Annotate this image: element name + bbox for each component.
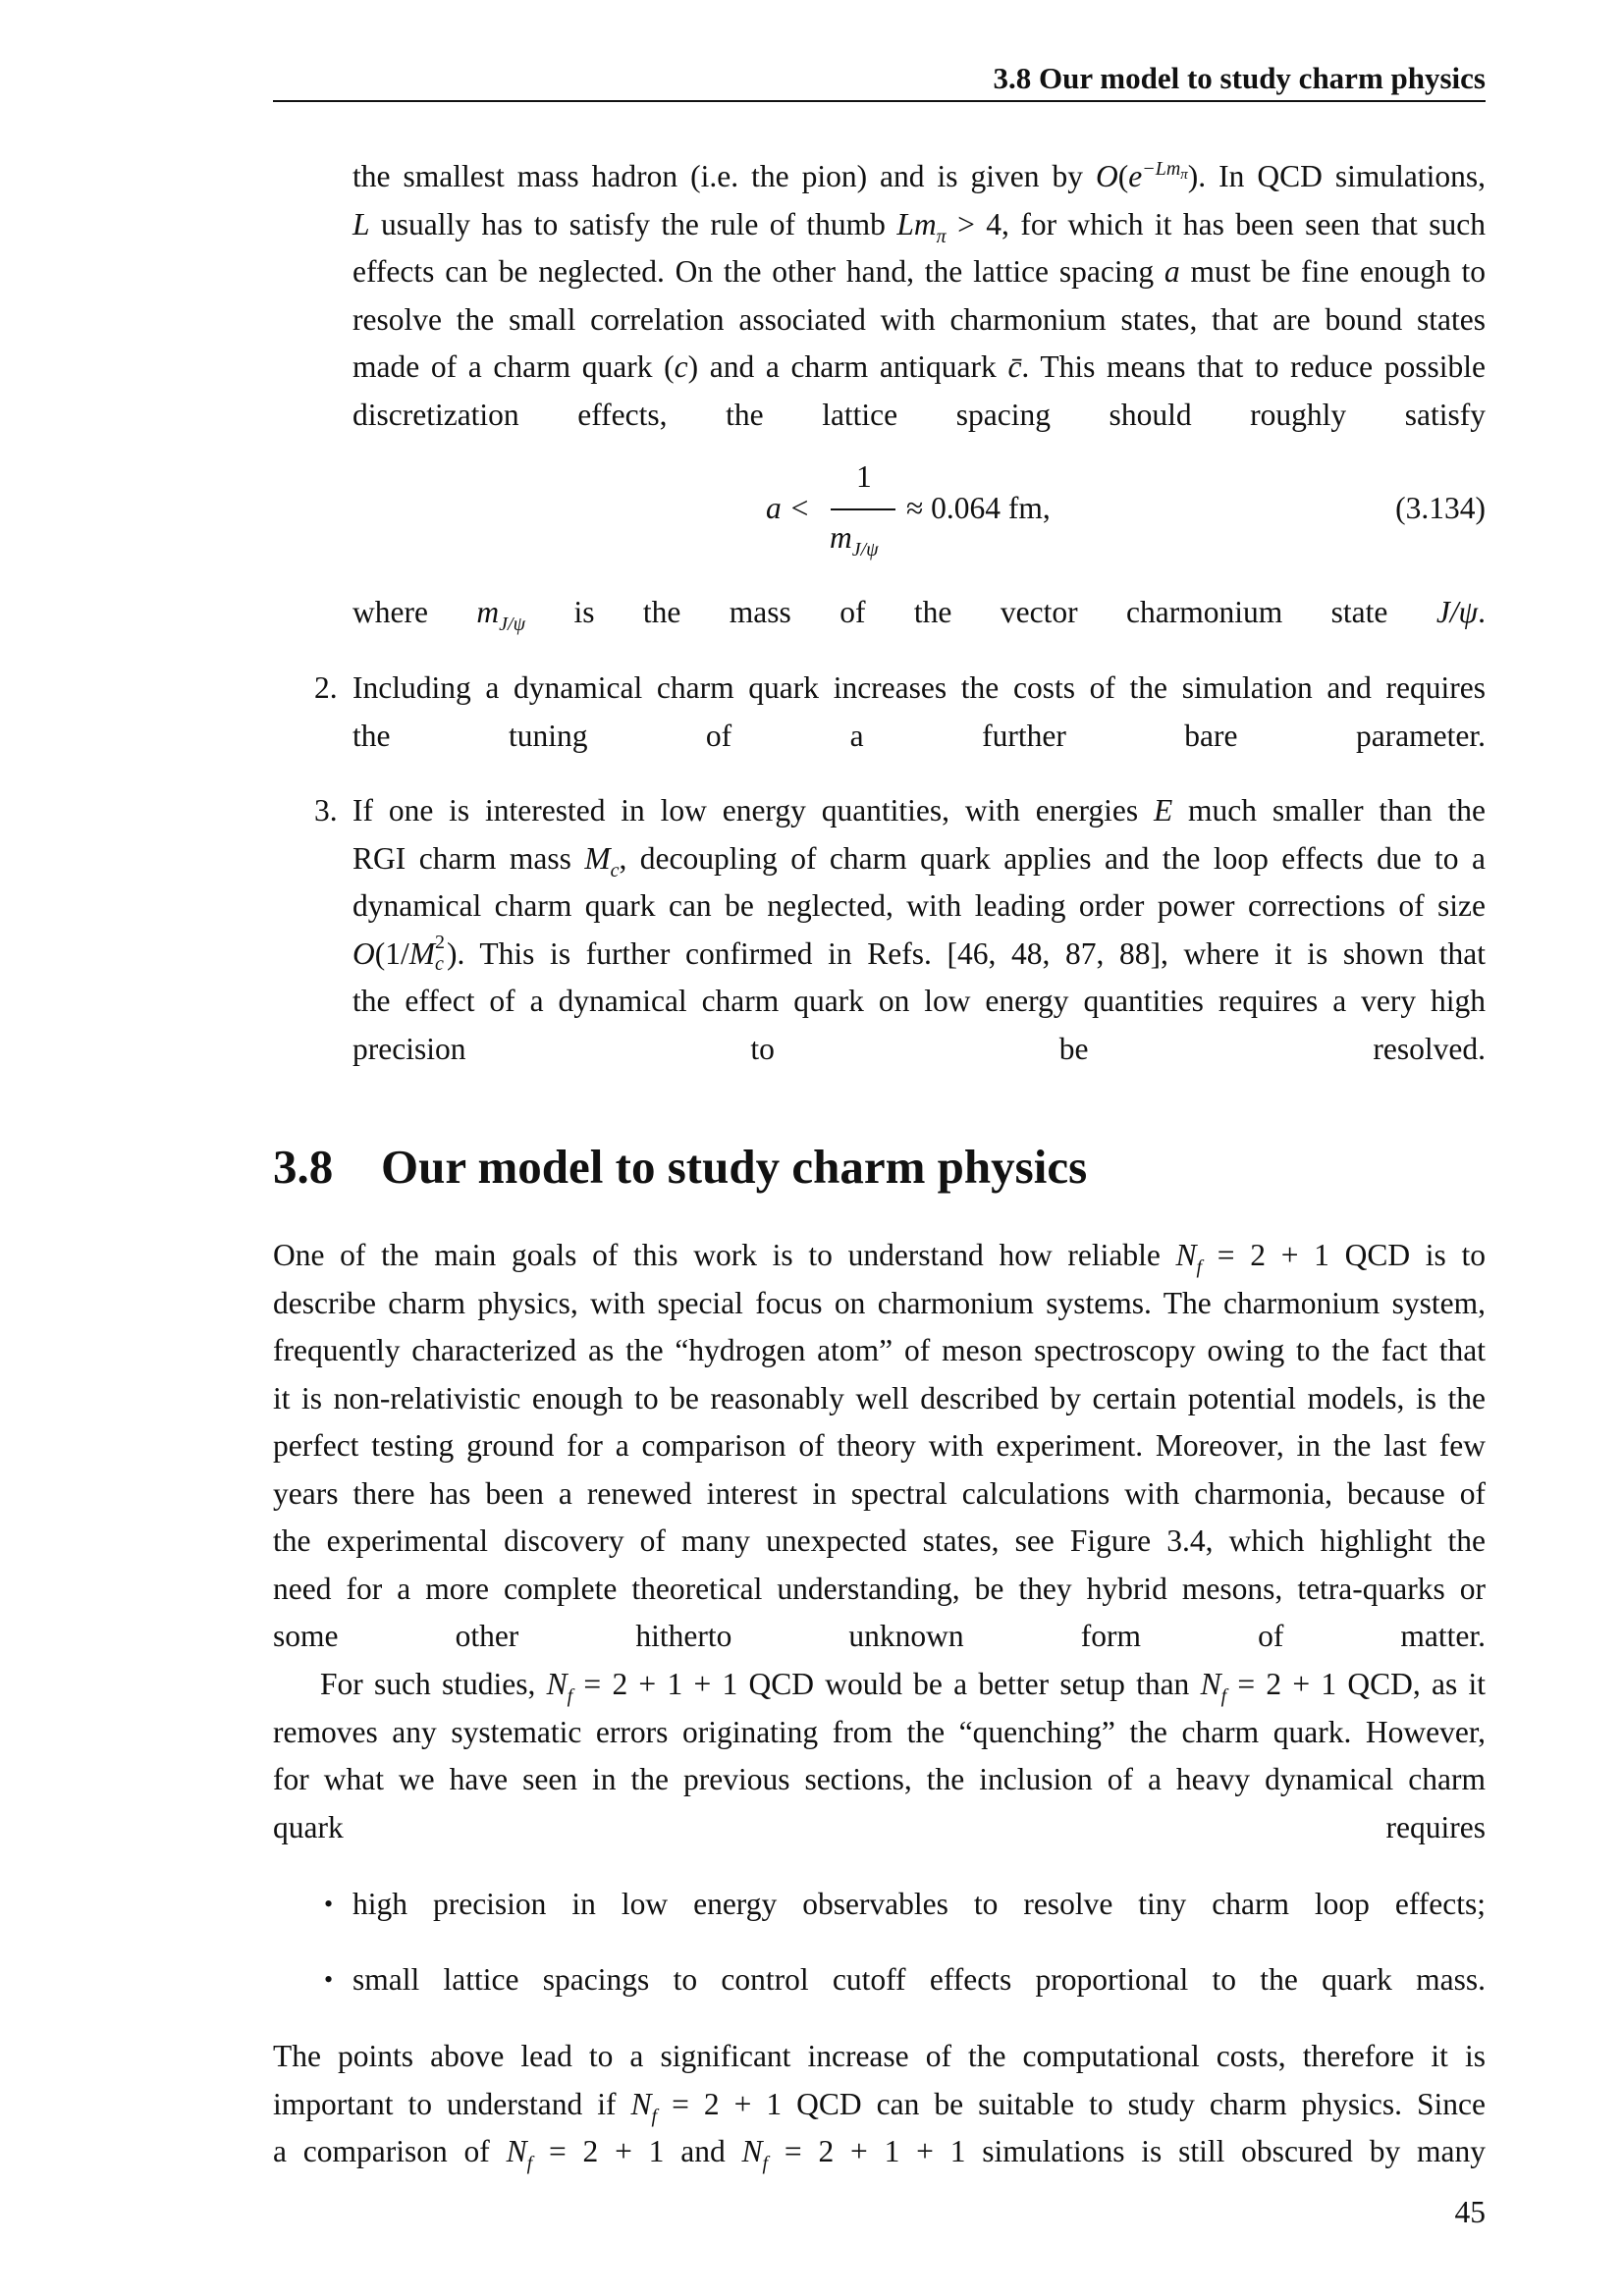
equation-lhs: a < xyxy=(766,491,810,525)
paragraph-1 xyxy=(273,1232,1486,1661)
text-line: dynamical charm quark can be neglected, with leading order power corrections of size xyxy=(352,888,1486,923)
paragraph-3 xyxy=(273,2033,1486,2176)
section-number: 3.8 xyxy=(273,1140,334,1194)
text-line: resolve the small correlation associated with charmonium states, that are bound states xyxy=(352,301,1486,337)
text-line: One of the main goals of this work is to understand how reliable $N_f = 2 + 1$ QCD is to xyxy=(273,1238,1486,1278)
after-equation-text xyxy=(352,589,1486,637)
text-line: where $m_{J/\psi}$ is the mass of the vector charmonium state J/ψ. xyxy=(352,595,1486,635)
text-line: the experimental discovery of many unexpected states, see Figure 3.4, which highlight the xyxy=(273,1523,1486,1558)
text-line: removes any systematic errors originating from the “quenching” the charm quark. However, xyxy=(273,1714,1486,1749)
text-line: important to understand if $N_f = 2 + 1$ QCD can be suitable to study charm physics. Since xyxy=(273,2086,1486,2127)
running-header: 3.8 Our model to study charm physics xyxy=(993,61,1486,95)
text-line: Including a dynamical charm quark increases the costs of the simulation and requires xyxy=(352,670,1486,705)
list-item-number: 3. xyxy=(314,793,338,828)
text-line: frequently characterized as the “hydrogen atom” of meson spectroscopy owing to the fact that xyxy=(273,1333,1486,1367)
text-line: made of a charm quark (c) and a charm antiquark c̄. This means that to reduce possible xyxy=(352,349,1487,384)
equation-rhs: ≈ 0.064 fm, xyxy=(906,491,1051,525)
page-number: 45 xyxy=(1454,2195,1486,2229)
list-item-2 xyxy=(352,665,1486,760)
text-line: effects can be neglected. On the other hand, the lattice spacing a must be fine enough to xyxy=(352,254,1487,289)
bullet-item-1 xyxy=(352,1881,1486,1929)
item1-continuation xyxy=(352,153,1486,439)
text-line: years there has been a renewed interest in spectral calculations with charmonia, because of xyxy=(273,1475,1486,1511)
section-title-text: Our model to study charm physics xyxy=(381,1140,1088,1194)
text-line: high precision in low energy observables to resolve tiny charm loop effects; xyxy=(352,1887,1486,1921)
text-line: quark requires xyxy=(273,1809,1486,1844)
fraction-denominator: $m_{J/\psi}$ xyxy=(830,520,879,561)
section-heading xyxy=(273,1139,1087,1195)
header-rule xyxy=(273,100,1486,102)
fraction-bar xyxy=(831,508,895,510)
bullet-marker: • xyxy=(324,1965,334,1994)
text-line: some other hitherto unknown form of matter. xyxy=(273,1619,1486,1653)
text-line: For such studies, $N_f = 2 + 1 + 1$ QCD would be a better setup than $N_f = 2 + 1$ QCD, as it xyxy=(320,1667,1487,1707)
text-line: small lattice spacings to control cutoff effects proportional to the quark mass. xyxy=(352,1962,1486,1997)
text-line: need for a more complete theoretical understanding, be they hybrid mesons, tetra-quarks or xyxy=(273,1571,1486,1606)
text-line: a comparison of $N_f = 2 + 1$ and $N_f = 2 + 1 + 1$ simulations is still obscured by many xyxy=(273,2134,1486,2174)
text-line: it is non-relativistic enough to be reasonably well described by certain potential models, is the xyxy=(273,1380,1486,1415)
text-line: for what we have seen in the previous sections, the inclusion of a heavy dynamical charm xyxy=(273,1762,1486,1796)
text-line: the tuning of a further bare parameter. xyxy=(352,718,1486,753)
text-line: the effect of a dynamical charm quark on low energy quantities requires a very high xyxy=(352,984,1486,1018)
text-line: If one is interested in low energy quantities, with energies E much smaller than the xyxy=(352,793,1486,828)
bullet-marker: • xyxy=(324,1890,334,1918)
text-line: O(1/M 2 c ). This is further confirmed in Refs. [46, 48, 87, 88], where it is shown that xyxy=(352,931,1486,975)
text-line: discretization effects, the lattice spacing should roughly satisfy xyxy=(352,397,1486,432)
fraction-numerator: 1 xyxy=(856,459,872,494)
text-line: precision to be resolved. xyxy=(352,1031,1486,1066)
bullet-item-2 xyxy=(352,1956,1486,2004)
equation-number: (3.134) xyxy=(1395,491,1486,525)
text-line: perfect testing ground for a comparison of theory with experiment. Moreover, in the last few xyxy=(273,1428,1486,1463)
list-item-number: 2. xyxy=(314,670,338,705)
text-line: describe charm physics, with special focus on charmonium systems. The charmonium system, xyxy=(273,1285,1486,1320)
text-line: RGI charm mass $M_c$, decoupling of charm quark applies and the loop effects due to a xyxy=(352,840,1486,881)
text-line: L usually has to satisfy the rule of thumb $Lm_\pi > 4$, for which it has been seen that such xyxy=(352,206,1486,247)
text-line: The points above lead to a significant increase of the computational costs, therefore it is xyxy=(273,2039,1486,2073)
paragraph-2 xyxy=(273,1661,1486,1851)
text-line: the smallest mass hadron (i.e. the pion) and is given by $O(e^{-Lm_\pi})$. In QCD simulations, xyxy=(352,158,1486,193)
list-item-3 xyxy=(352,787,1486,1073)
